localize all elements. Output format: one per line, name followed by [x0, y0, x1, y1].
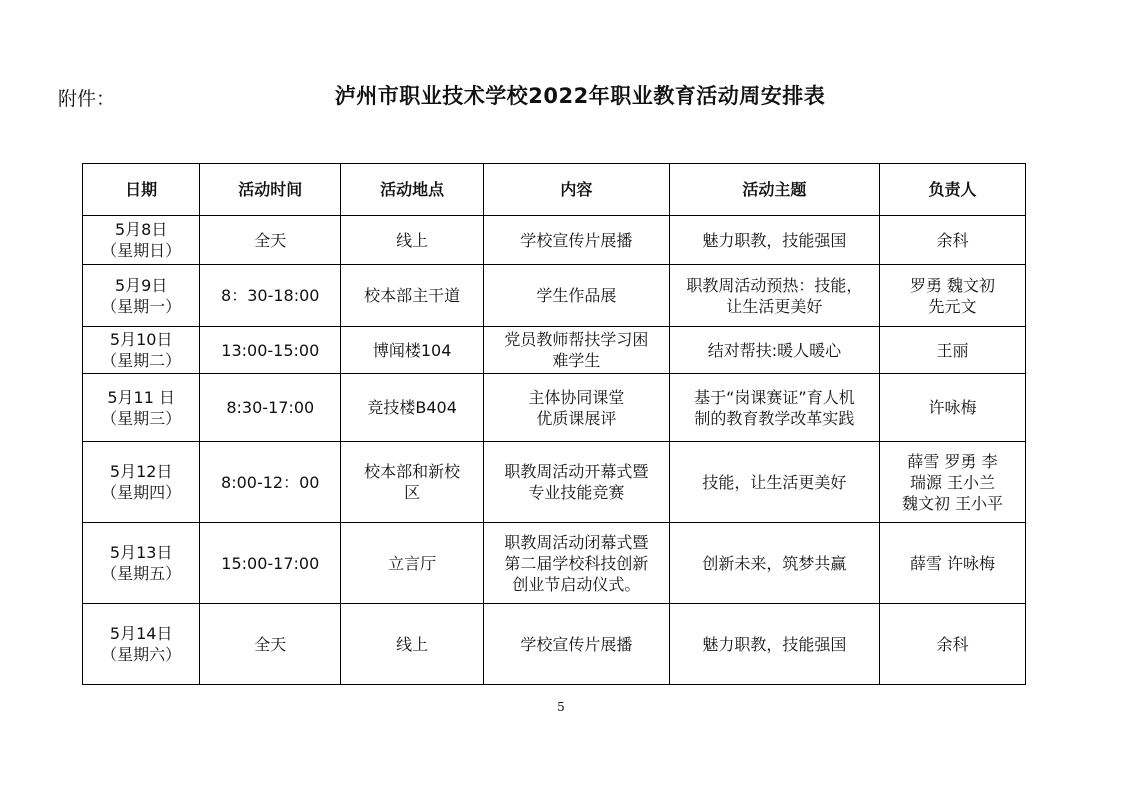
- cell-time-line: 13:00-15:00: [221, 340, 320, 360]
- cell-date-line: 5月13日: [109, 543, 173, 562]
- cell-content: [484, 216, 670, 265]
- cell-theme-line: 基于“岗课赛证”育人机: [694, 387, 855, 407]
- cell-content-line: 难学生: [552, 351, 601, 370]
- cell-content-line: 主体协同课堂: [528, 387, 625, 407]
- cell-place-line: 线上: [396, 230, 429, 250]
- cell-time: [200, 374, 341, 442]
- cell-owner: [880, 216, 1026, 265]
- cell-date-line: （星期六）: [101, 645, 182, 664]
- cell-time-line: 8：30-18:00: [221, 286, 320, 305]
- cell-place-line: 立言厅: [388, 553, 437, 573]
- cell-theme: [669, 265, 879, 327]
- column-header-theme: 活动主题: [669, 164, 879, 216]
- cell-theme: [669, 327, 879, 374]
- table-body: [83, 216, 1026, 685]
- cell-content: [484, 604, 670, 685]
- table-row: [83, 374, 1026, 442]
- table-row: [83, 523, 1026, 604]
- cell-date: [83, 523, 200, 604]
- cell-date-line: （星期五）: [101, 564, 182, 583]
- cell-time-line: 全天: [254, 230, 287, 250]
- cell-time-line: 8:00-12：00: [221, 472, 320, 492]
- cell-time: [200, 523, 341, 604]
- cell-date-line: 5月9日: [114, 275, 168, 295]
- cell-place-line: 博闻楼104: [372, 340, 452, 360]
- page-number: 5: [557, 700, 565, 714]
- cell-owner-line: 薛雪 许咏梅: [909, 553, 996, 573]
- cell-owner: [880, 327, 1026, 374]
- cell-owner: [880, 523, 1026, 604]
- column-header-content: 内容: [484, 164, 670, 216]
- cell-theme-line: 让生活更美好: [726, 296, 823, 316]
- cell-theme: [669, 374, 879, 442]
- cell-date: [83, 604, 200, 685]
- cell-owner: [880, 604, 1026, 685]
- cell-content: [484, 327, 670, 374]
- cell-theme-line: 魅力职教，技能强国: [702, 230, 847, 250]
- cell-place: [341, 374, 484, 442]
- cell-time-line: 全天: [254, 634, 287, 654]
- cell-time: [200, 216, 341, 265]
- cell-owner-line: 瑞源 王小兰: [909, 472, 996, 492]
- cell-time: [200, 604, 341, 685]
- cell-date: [83, 442, 200, 523]
- column-header-place: 活动地点: [341, 164, 484, 216]
- cell-owner-line: 王丽: [936, 340, 969, 360]
- cell-content: [484, 265, 670, 327]
- cell-date-line: （星期日）: [101, 241, 182, 260]
- cell-theme-line: 制的教育教学改革实践: [694, 408, 855, 428]
- cell-theme-line: 结对帮扶:暖人暖心: [707, 340, 842, 360]
- cell-content: [484, 523, 670, 604]
- cell-place: [341, 604, 484, 685]
- cell-theme: [669, 523, 879, 604]
- table-row: [83, 442, 1026, 523]
- cell-owner: [880, 265, 1026, 327]
- cell-content: [484, 374, 670, 442]
- cell-place: [341, 327, 484, 374]
- cell-content-line: 学校宣传片展播: [520, 634, 633, 654]
- cell-owner: [880, 374, 1026, 442]
- cell-content-line: 创业节启动仪式。: [512, 574, 641, 594]
- cell-theme-line: 职教周活动预热：技能，: [686, 275, 863, 295]
- cell-theme-line: 魅力职教，技能强国: [702, 634, 847, 654]
- cell-date: [83, 327, 200, 374]
- cell-theme: [669, 442, 879, 523]
- cell-content-line: 职教周活动开幕式暨: [504, 462, 649, 481]
- cell-time: [200, 265, 341, 327]
- cell-time: [200, 327, 341, 374]
- cell-theme: [669, 604, 879, 685]
- cell-place-line: 校本部和新校: [364, 462, 461, 481]
- cell-content-line: 职教周活动闭幕式暨: [504, 532, 649, 552]
- cell-date-line: （星期二）: [101, 351, 182, 370]
- cell-date-line: 5月14日: [109, 624, 173, 643]
- cell-owner-line: 薛雪 罗勇 李: [907, 451, 998, 471]
- cell-place: [341, 265, 484, 327]
- cell-date-line: （星期四）: [101, 483, 182, 502]
- cell-time-line: 15:00-17:00: [221, 553, 320, 573]
- cell-date-line: 5月8日: [114, 220, 168, 239]
- schedule-table: [82, 163, 1026, 685]
- cell-content-line: 第二届学校科技创新: [504, 553, 649, 573]
- cell-place-line: 线上: [396, 634, 429, 654]
- cell-date-line: （星期一）: [101, 296, 182, 316]
- cell-time-line: 8:30-17:00: [226, 398, 315, 417]
- column-header-owner: 负责人: [880, 164, 1026, 216]
- cell-content: [484, 442, 670, 523]
- cell-date: [83, 216, 200, 265]
- cell-content-line: 党员教师帮扶学习困: [504, 330, 649, 349]
- cell-place-line: 校本部主干道: [364, 286, 461, 305]
- cell-place-line: 区: [404, 483, 421, 502]
- cell-content-line: 专业技能竞赛: [528, 483, 625, 502]
- cell-owner-line: 余科: [936, 634, 969, 654]
- cell-date-line: （星期三）: [101, 408, 182, 428]
- cell-content-line: 学校宣传片展播: [520, 230, 633, 250]
- table-row: [83, 604, 1026, 685]
- cell-content-line: 优质课展评: [536, 408, 617, 428]
- cell-place: [341, 442, 484, 523]
- table-header-row: [83, 164, 1026, 216]
- cell-place: [341, 216, 484, 265]
- document-title: 泸州市职业技术学校2022年职业教育活动周安排表: [334, 84, 826, 108]
- cell-owner: [880, 442, 1026, 523]
- table-row: [83, 265, 1026, 327]
- cell-date-line: 5月10日: [109, 330, 173, 349]
- cell-owner-line: 罗勇 魏文初: [909, 275, 996, 295]
- cell-owner-line: 余科: [936, 230, 969, 250]
- cell-owner-line: 魏文初 王小平: [901, 493, 1004, 513]
- cell-place: [341, 523, 484, 604]
- cell-theme: [669, 216, 879, 265]
- cell-owner-line: 许咏梅: [928, 398, 977, 417]
- attachment-label: 附件：: [58, 88, 116, 110]
- table-row: [83, 327, 1026, 374]
- table-row: [83, 216, 1026, 265]
- cell-date: [83, 265, 200, 327]
- cell-owner-line: 先元文: [928, 296, 977, 316]
- cell-theme-line: 创新未来，筑梦共赢: [702, 553, 847, 573]
- cell-date-line: 5月12日: [109, 462, 173, 481]
- column-header-date: 日期: [83, 164, 200, 216]
- cell-time: [200, 442, 341, 523]
- cell-content-line: 学生作品展: [536, 286, 617, 305]
- cell-date-line: 5月11 日: [107, 387, 175, 407]
- cell-date: [83, 374, 200, 442]
- cell-theme-line: 技能，让生活更美好: [702, 472, 847, 492]
- cell-place-line: 竞技楼B404: [367, 398, 457, 417]
- column-header-time: 活动时间: [200, 164, 341, 216]
